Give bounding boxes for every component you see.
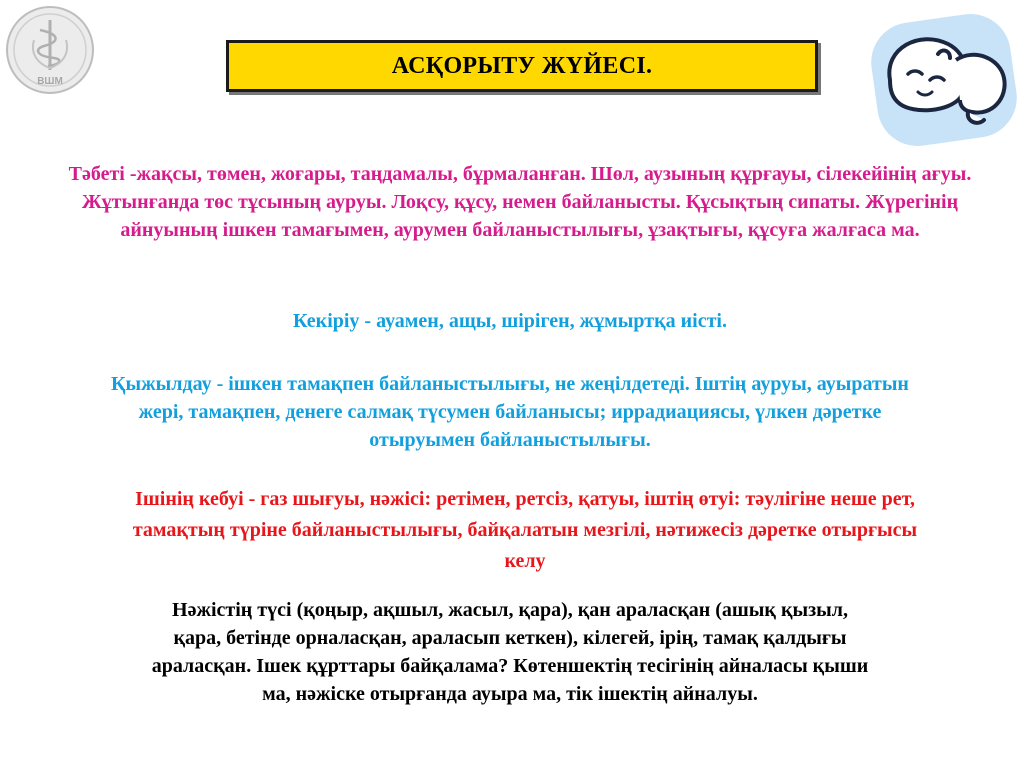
logo-caption: ВШМ	[37, 76, 63, 87]
heartburn-paragraph: Қыжылдау - ішкен тамақпен байланыстылығы, не жеңілдетеді. Іштің ауруы, ауыратын жері, тамақпен, денеге салмақ түсумен байланысы; иррадиациясы, үлкен дәретке отыруымен байланыстылығы.	[111, 373, 909, 451]
page-title: АСҚОРЫТУ ЖҮЙЕСІ.	[391, 52, 653, 79]
stool-paragraph: Нәжістің түсі (қоңыр, ақшыл, жасыл, қара), қан араласқан (ашық қызыл, қара, бетінде орналасқан, араласып кеткен), кілегей, ірің, тамақ қалдығы араласқан. Ішек құрттары байқалама? Көтеншектің тесігінің айналасы қыши ма, нәжіске отырғанда ауыра ма, тік ішектің айналуы.	[151, 599, 869, 705]
appetite-paragraph: Тәбеті -жақсы, төмен, жоғары, таңдамалы, бұрмаланған. Шөл, аузының құрғауы, сілекейінің ағуы. Жұтынғанда төс тұсының ауруы. Лоқсу, құсу, немен байланысты. Құсықтың сипаты. Жүрегінің айнуының ішкен тамағымен, аурумен байланыстылығы, ұзақтығы, құсуға жалғаса ма.	[68, 163, 972, 241]
belching-paragraph: Кекіріу - ауамен, ащы, шіріген, жұмыртқа иісті.	[293, 310, 727, 332]
bloating-paragraph: Ішінің кебуі - газ шығуы, нәжісі: ретімен, ретсіз, қатуы, іштің өтуі: тәулігіне неше рет, тамақтың түріне байланыстылығы, байқалатын мезгілі, нәтижесіз дәретке отырғысы келу	[132, 488, 918, 572]
title-box	[226, 40, 818, 92]
medical-emblem-icon	[4, 4, 96, 96]
sleeping-baby-icon	[860, 8, 1022, 153]
